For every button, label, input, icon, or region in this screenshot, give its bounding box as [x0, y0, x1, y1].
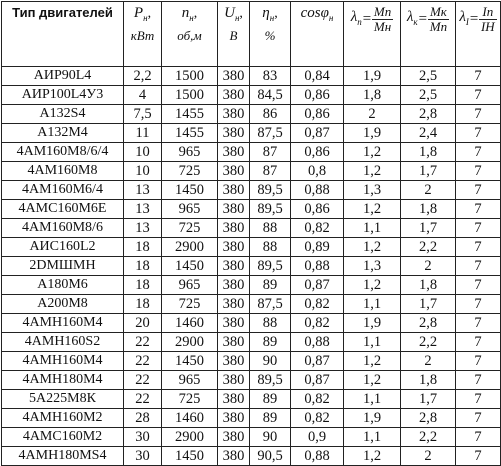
header-cosphi [291, 2, 344, 67]
cell-cosphi: 0,87 [291, 276, 344, 295]
cell-cosphi: 0,82 [291, 390, 344, 409]
cell-motor-type: 4АМН160М4 [2, 314, 124, 333]
table-row [2, 67, 501, 86]
table-row [2, 333, 501, 352]
cell-lambda-k: 1,8 [401, 143, 456, 162]
cell-cosphi: 0,82 [291, 314, 344, 333]
cell-voltage: 380 [218, 238, 250, 257]
cell-lambda-i: 7 [456, 352, 501, 371]
cell-lambda-p: 1,2 [344, 352, 401, 371]
cell-power: 30 [124, 447, 162, 466]
cell-cosphi: 0,82 [291, 295, 344, 314]
cell-speed: 965 [162, 200, 218, 219]
header-power [124, 2, 162, 67]
cell-power: 4 [124, 86, 162, 105]
cell-lambda-p: 1,2 [344, 276, 401, 295]
cell-motor-type: АИС160L2 [2, 238, 124, 257]
cell-power: 13 [124, 181, 162, 200]
table-row [2, 181, 501, 200]
power-sep: , [147, 6, 152, 21]
cell-lambda-i: 7 [456, 219, 501, 238]
cell-lambda-k: 2 [401, 352, 456, 371]
cell-voltage: 380 [218, 124, 250, 143]
cell-lambda-p: 1,2 [344, 162, 401, 181]
cell-cosphi: 0,89 [291, 238, 344, 257]
table-row [2, 124, 501, 143]
cell-voltage: 380 [218, 162, 250, 181]
cell-motor-type: А132S4 [2, 105, 124, 124]
cell-speed: 965 [162, 276, 218, 295]
table-row [2, 105, 501, 124]
cell-voltage: 380 [218, 447, 250, 466]
cell-lambda-k: 2,8 [401, 314, 456, 333]
cell-efficiency: 90 [250, 428, 291, 447]
cell-lambda-p: 1,2 [344, 200, 401, 219]
cell-lambda-i: 7 [456, 390, 501, 409]
cell-lambda-i: 7 [456, 67, 501, 86]
table-body [2, 67, 501, 466]
table-row [2, 257, 501, 276]
lambda-i-fraction: $\frac{Iп}{IН}$ [480, 4, 495, 34]
header-type-label: Тип двигателей [12, 5, 113, 20]
cell-lambda-p: 1,2 [344, 143, 401, 162]
cell-speed: 1450 [162, 257, 218, 276]
cell-lambda-i: 7 [456, 200, 501, 219]
cell-power: 10 [124, 162, 162, 181]
cell-motor-type: 4АМН180М4 [2, 371, 124, 390]
cell-speed: 725 [162, 219, 218, 238]
cell-power: 18 [124, 238, 162, 257]
cell-lambda-i: 7 [456, 276, 501, 295]
eff-sub: н [269, 12, 275, 23]
cell-voltage: 380 [218, 390, 250, 409]
cell-voltage: 380 [218, 428, 250, 447]
cell-cosphi: 0,84 [291, 67, 344, 86]
cell-motor-type: АИР90L4 [2, 67, 124, 86]
cell-cosphi: 0,86 [291, 86, 344, 105]
cell-motor-type: 4АМС160М2 [2, 428, 124, 447]
cell-efficiency: 88 [250, 238, 291, 257]
cell-speed: 1450 [162, 447, 218, 466]
cell-speed: 1460 [162, 314, 218, 333]
cell-lambda-k: 2,5 [401, 86, 456, 105]
cell-lambda-p: 1,2 [344, 447, 401, 466]
cell-voltage: 380 [218, 295, 250, 314]
cell-efficiency: 89,5 [250, 181, 291, 200]
cell-efficiency: 86 [250, 105, 291, 124]
cell-power: 28 [124, 409, 162, 428]
cell-efficiency: 83 [250, 67, 291, 86]
cell-speed: 725 [162, 162, 218, 181]
cell-speed: 1450 [162, 352, 218, 371]
cell-speed: 1500 [162, 67, 218, 86]
lambda-i-eq: = [468, 11, 479, 27]
cell-power: 18 [124, 276, 162, 295]
cell-speed: 2900 [162, 333, 218, 352]
cell-lambda-k: 2,8 [401, 105, 456, 124]
cell-lambda-i: 7 [456, 143, 501, 162]
table-row [2, 428, 501, 447]
cell-lambda-p: 1,3 [344, 181, 401, 200]
voltage-symbol: U [224, 5, 235, 21]
cell-lambda-p: 1,9 [344, 314, 401, 333]
cell-lambda-k: 2,2 [401, 333, 456, 352]
lambda-k-symbol: $\lambda_к$ [406, 8, 418, 27]
cosphi-sub: н [328, 12, 334, 23]
eff-sep: , [274, 6, 278, 21]
cell-power: 22 [124, 352, 162, 371]
cell-lambda-i: 7 [456, 124, 501, 143]
lambda-p-fraction: $\frac{Mп}{Mн}$ [373, 4, 392, 34]
cosphi-symbol: cosφ [300, 5, 329, 21]
table-row [2, 86, 501, 105]
cell-speed: 965 [162, 371, 218, 390]
cell-motor-type: 4АМ160М6/4 [2, 181, 124, 200]
cell-cosphi: 0,86 [291, 143, 344, 162]
header-voltage [218, 2, 250, 67]
cell-power: 13 [124, 219, 162, 238]
lambda-p-symbol: $\lambda_п$ [350, 8, 362, 27]
table-row [2, 371, 501, 390]
lambda-p-eq: = [361, 11, 372, 27]
cell-efficiency: 89 [250, 276, 291, 295]
cell-cosphi: 0,88 [291, 181, 344, 200]
header-efficiency [250, 2, 291, 67]
eff-unit: % [264, 27, 276, 43]
cell-motor-type: 4АМН160S2 [2, 333, 124, 352]
cell-motor-type: 2DМШМН [2, 257, 124, 276]
table-row [2, 200, 501, 219]
cell-efficiency: 87 [250, 143, 291, 162]
cell-lambda-k: 1,7 [401, 219, 456, 238]
table-row [2, 238, 501, 257]
cell-speed: 965 [162, 143, 218, 162]
cell-lambda-k: 1,8 [401, 371, 456, 390]
cell-lambda-i: 7 [456, 86, 501, 105]
cell-speed: 1460 [162, 409, 218, 428]
cell-lambda-k: 1,7 [401, 390, 456, 409]
power-sub: н [143, 12, 148, 23]
cell-motor-type: 4АМН160М2 [2, 409, 124, 428]
cell-lambda-p: 1,1 [344, 219, 401, 238]
cell-cosphi: 0,88 [291, 333, 344, 352]
cell-voltage: 380 [218, 352, 250, 371]
cell-voltage: 380 [218, 257, 250, 276]
cell-lambda-p: 1,3 [344, 257, 401, 276]
lambda-i-symbol: $\lambda_I$ [459, 8, 469, 27]
cell-motor-type: 4АМ160М8/6 [2, 219, 124, 238]
cell-power: 11 [124, 124, 162, 143]
cell-voltage: 380 [218, 371, 250, 390]
cell-speed: 2900 [162, 428, 218, 447]
cell-power: 22 [124, 371, 162, 390]
cell-efficiency: 89 [250, 409, 291, 428]
cell-efficiency: 87,5 [250, 124, 291, 143]
cell-lambda-k: 2 [401, 447, 456, 466]
cell-lambda-k: 2,8 [401, 409, 456, 428]
cell-lambda-k: 1,7 [401, 162, 456, 181]
cell-lambda-k: 1,7 [401, 295, 456, 314]
cell-speed: 1455 [162, 124, 218, 143]
cell-cosphi: 0,8 [291, 162, 344, 181]
voltage-sub: н [234, 12, 240, 23]
header-lambda-p [344, 2, 401, 67]
cell-voltage: 380 [218, 86, 250, 105]
cell-speed: 725 [162, 390, 218, 409]
cell-lambda-p: 1,1 [344, 428, 401, 447]
cell-cosphi: 0,87 [291, 124, 344, 143]
voltage-sep: , [239, 6, 243, 21]
cell-cosphi: 0,82 [291, 409, 344, 428]
cell-efficiency: 84,5 [250, 86, 291, 105]
cell-lambda-p: 1,9 [344, 67, 401, 86]
cell-speed: 1450 [162, 181, 218, 200]
cell-power: 20 [124, 314, 162, 333]
cell-lambda-i: 7 [456, 371, 501, 390]
cell-lambda-p: 1,8 [344, 86, 401, 105]
cell-cosphi: 0,88 [291, 447, 344, 466]
cell-voltage: 380 [218, 143, 250, 162]
cell-speed: 1500 [162, 86, 218, 105]
cell-voltage: 380 [218, 219, 250, 238]
cell-lambda-p: 1,9 [344, 409, 401, 428]
cell-power: 18 [124, 257, 162, 276]
cell-cosphi: 0,86 [291, 200, 344, 219]
cell-efficiency: 89 [250, 333, 291, 352]
cell-motor-type: А200М8 [2, 295, 124, 314]
table-row [2, 447, 501, 466]
cell-voltage: 380 [218, 276, 250, 295]
cell-lambda-p: 1,1 [344, 295, 401, 314]
cell-lambda-k: 2,4 [401, 124, 456, 143]
cell-lambda-k: 1,8 [401, 276, 456, 295]
cell-cosphi: 0,88 [291, 257, 344, 276]
cell-motor-type: 4АМ160М8/6/4 [2, 143, 124, 162]
cell-lambda-p: 2 [344, 105, 401, 124]
cell-motor-type: А132М4 [2, 124, 124, 143]
lambda-k-eq: = [417, 11, 428, 27]
cell-lambda-k: 2,2 [401, 428, 456, 447]
header-lambda-i [456, 2, 501, 67]
cell-efficiency: 89,5 [250, 257, 291, 276]
table-row [2, 295, 501, 314]
cell-lambda-p: 1,2 [344, 371, 401, 390]
cell-power: 22 [124, 390, 162, 409]
cell-voltage: 380 [218, 67, 250, 86]
cell-cosphi: 0,9 [291, 428, 344, 447]
cell-lambda-p: 1,2 [344, 238, 401, 257]
cell-efficiency: 90,5 [250, 447, 291, 466]
cell-lambda-k: 2,2 [401, 238, 456, 257]
cell-power: 22 [124, 333, 162, 352]
cell-speed: 1455 [162, 105, 218, 124]
table-row [2, 409, 501, 428]
cell-voltage: 380 [218, 409, 250, 428]
cell-motor-type: 4АМН180МS4 [2, 447, 124, 466]
header-type [2, 2, 124, 67]
cell-motor-type: 4АМН160М4 [2, 352, 124, 371]
cell-power: 2,2 [124, 67, 162, 86]
cell-lambda-p: 1,1 [344, 333, 401, 352]
table-row [2, 219, 501, 238]
table-row [2, 276, 501, 295]
cell-efficiency: 88 [250, 219, 291, 238]
cell-motor-type: 4АМ160М8 [2, 162, 124, 181]
speed-sub: н [189, 12, 194, 23]
cell-voltage: 380 [218, 333, 250, 352]
speed-symbol: n [181, 5, 190, 21]
table-row [2, 352, 501, 371]
cell-cosphi: 0,87 [291, 371, 344, 390]
cell-lambda-k: 2,5 [401, 67, 456, 86]
cell-lambda-i: 7 [456, 428, 501, 447]
cell-lambda-i: 7 [456, 314, 501, 333]
cell-speed: 2900 [162, 238, 218, 257]
header-lambda-k [401, 2, 456, 67]
cell-efficiency: 89,5 [250, 200, 291, 219]
cell-power: 18 [124, 295, 162, 314]
cell-efficiency: 87 [250, 162, 291, 181]
cell-cosphi: 0,87 [291, 352, 344, 371]
cell-motor-type: А180М6 [2, 276, 124, 295]
cell-lambda-k: 2 [401, 181, 456, 200]
cell-voltage: 380 [218, 314, 250, 333]
cell-lambda-i: 7 [456, 333, 501, 352]
table-row [2, 390, 501, 409]
cell-efficiency: 90 [250, 352, 291, 371]
voltage-unit: В [229, 27, 238, 43]
cell-lambda-k: 2 [401, 257, 456, 276]
table-row [2, 314, 501, 333]
table-row [2, 143, 501, 162]
cell-speed: 725 [162, 295, 218, 314]
cell-lambda-p: 1,1 [344, 390, 401, 409]
table-header-row [2, 2, 501, 67]
table-row [2, 162, 501, 181]
cell-power: 7,5 [124, 105, 162, 124]
cell-efficiency: 88 [250, 314, 291, 333]
cell-power: 13 [124, 200, 162, 219]
cell-lambda-p: 1,9 [344, 124, 401, 143]
header-speed [162, 2, 218, 67]
cell-efficiency: 89,5 [250, 371, 291, 390]
motor-parameters-sheet [1, 1, 500, 464]
cell-motor-type: 4АМС160М6Е [2, 200, 124, 219]
cell-voltage: 380 [218, 105, 250, 124]
cell-motor-type: 5А225М8К [2, 390, 124, 409]
lambda-k-fraction: $\frac{Mк}{Mп}$ [429, 4, 448, 34]
cell-efficiency: 89 [250, 390, 291, 409]
cell-lambda-i: 7 [456, 447, 501, 466]
cell-motor-type: АИР100L4У3 [2, 86, 124, 105]
cell-lambda-i: 7 [456, 409, 501, 428]
cell-lambda-i: 7 [456, 295, 501, 314]
power-unit: кВт [130, 27, 155, 43]
motor-parameters-table [1, 1, 501, 466]
power-symbol: P [133, 5, 144, 21]
cell-lambda-i: 7 [456, 257, 501, 276]
cell-voltage: 380 [218, 181, 250, 200]
cell-efficiency: 87,5 [250, 295, 291, 314]
cell-cosphi: 0,82 [291, 219, 344, 238]
cell-cosphi: 0,86 [291, 105, 344, 124]
cell-lambda-i: 7 [456, 238, 501, 257]
cell-power: 30 [124, 428, 162, 447]
cell-voltage: 380 [218, 200, 250, 219]
cell-power: 10 [124, 143, 162, 162]
speed-sep: , [193, 6, 198, 21]
cell-lambda-i: 7 [456, 105, 501, 124]
eff-symbol: η [262, 5, 270, 21]
speed-unit: об,м [177, 27, 202, 43]
cell-lambda-i: 7 [456, 162, 501, 181]
cell-lambda-i: 7 [456, 181, 501, 200]
cell-lambda-k: 1,8 [401, 200, 456, 219]
